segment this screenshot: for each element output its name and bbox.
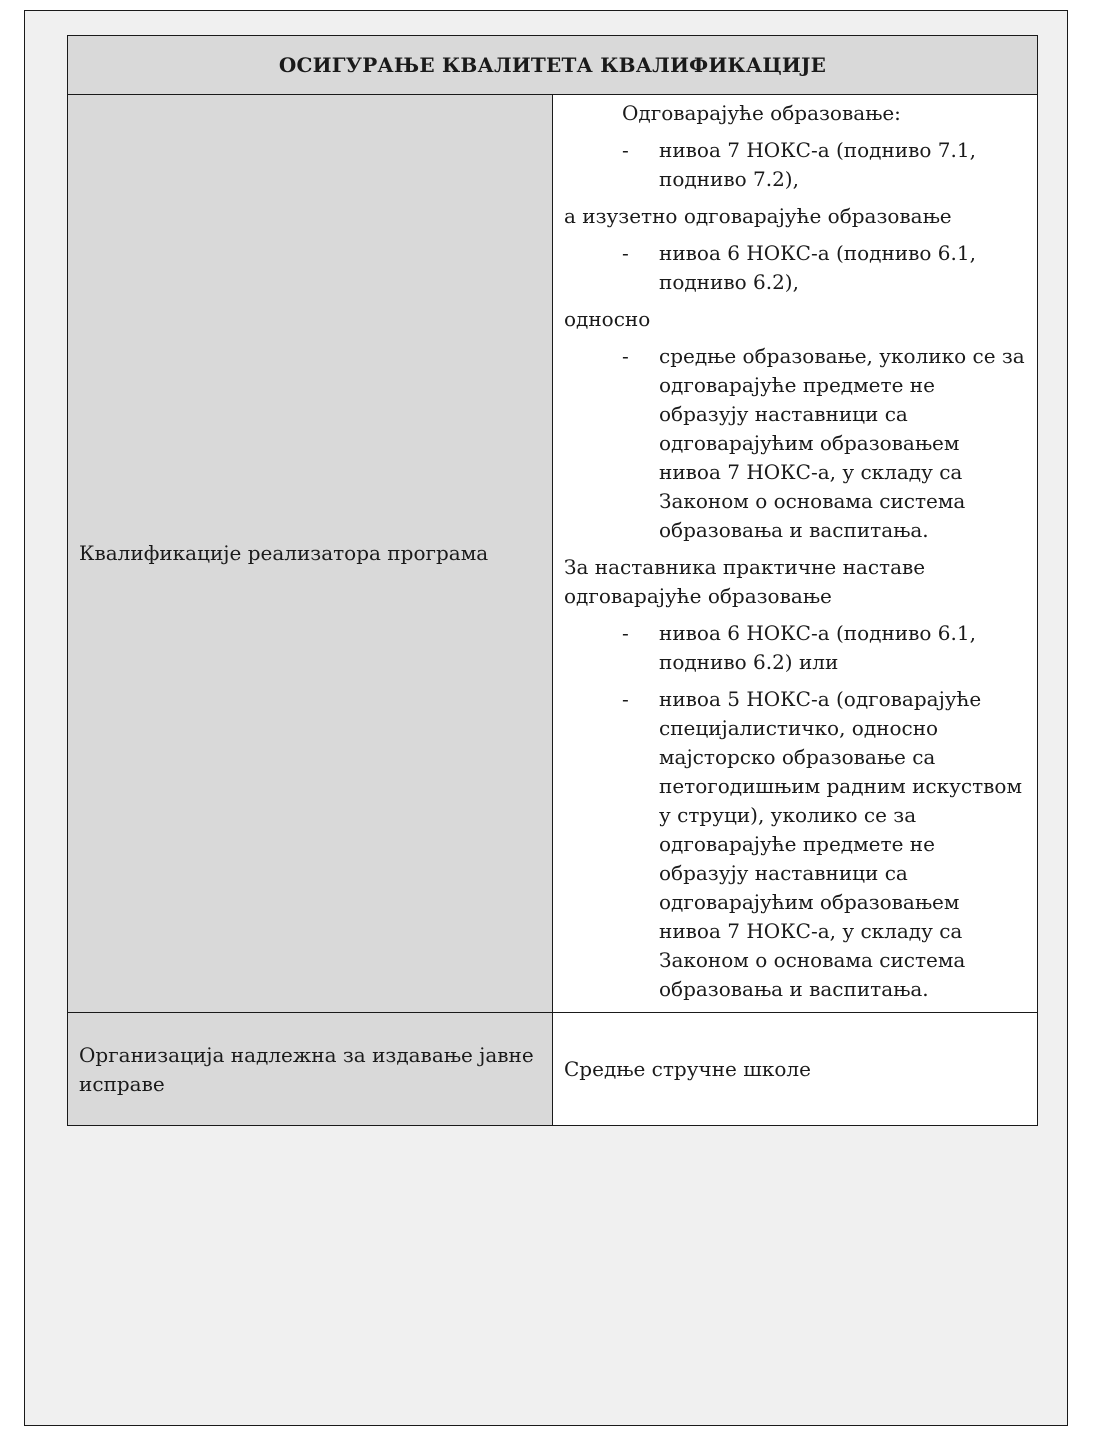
table-header-row <box>68 36 1038 95</box>
bullet-dash: - <box>622 138 629 162</box>
row-value-issuing-organization: Средње стручне школе <box>553 1013 1038 1126</box>
row-value-qualifications <box>553 95 1038 1013</box>
document-page <box>24 10 1068 1426</box>
paragraph: За наставника практичне наставе одговарајуће образовање <box>564 555 926 608</box>
table-row <box>68 95 1038 1013</box>
list-item-text: нивоа 7 НОКС-а (подниво 7.1, подниво 7.2), <box>659 138 976 191</box>
list-item <box>564 136 1027 194</box>
list-item <box>564 685 1027 1004</box>
list-item <box>564 342 1027 545</box>
quality-assurance-table <box>67 35 1038 1126</box>
list-item-text: нивоа 6 НОКС-а (подниво 6.1, подниво 6.2), <box>659 241 976 294</box>
list-item-text: нивоа 6 НОКС-а (подниво 6.1, подниво 6.2) или <box>659 621 976 674</box>
list-item <box>564 619 1027 677</box>
table-row <box>68 1013 1038 1126</box>
paragraph: Одговарајуће образовање: <box>622 101 901 125</box>
paragraph: а изузетно одговарајуће образовање <box>564 204 952 228</box>
bullet-dash: - <box>622 344 629 368</box>
table-title: ОСИГУРАЊЕ КВАЛИТЕТА КВАЛИФИКАЦИЈЕ <box>68 36 1038 95</box>
row-label-issuing-organization: Организација надлежна за издавање јавне исправе <box>68 1013 553 1126</box>
bullet-dash: - <box>622 241 629 265</box>
list-item-text: нивоа 5 НОКС-а (одговарајуће специјалистичко, односно мајсторско образовање са петогодишњим радним искуством у струци), уколико се за одговарајуће предмете не образују наставници са одговарајућим образовањем нивоа 7 НОКС-а, у складу са Законом о основама система образовања и васпитања. <box>659 687 1023 1001</box>
list-item-text: средње образовање, уколико се за одговарајуће предмете не образују наставници са одговарајућим образовањем нивоа 7 НОКС-а, у складу са Законом о основама система образовања и васпитања. <box>659 344 1025 542</box>
bullet-dash: - <box>622 621 629 645</box>
paragraph: односно <box>564 307 651 331</box>
bullet-dash: - <box>622 687 629 711</box>
row-label-qualifications: Квалификације реализатора програма <box>68 95 553 1013</box>
list-item <box>564 239 1027 297</box>
